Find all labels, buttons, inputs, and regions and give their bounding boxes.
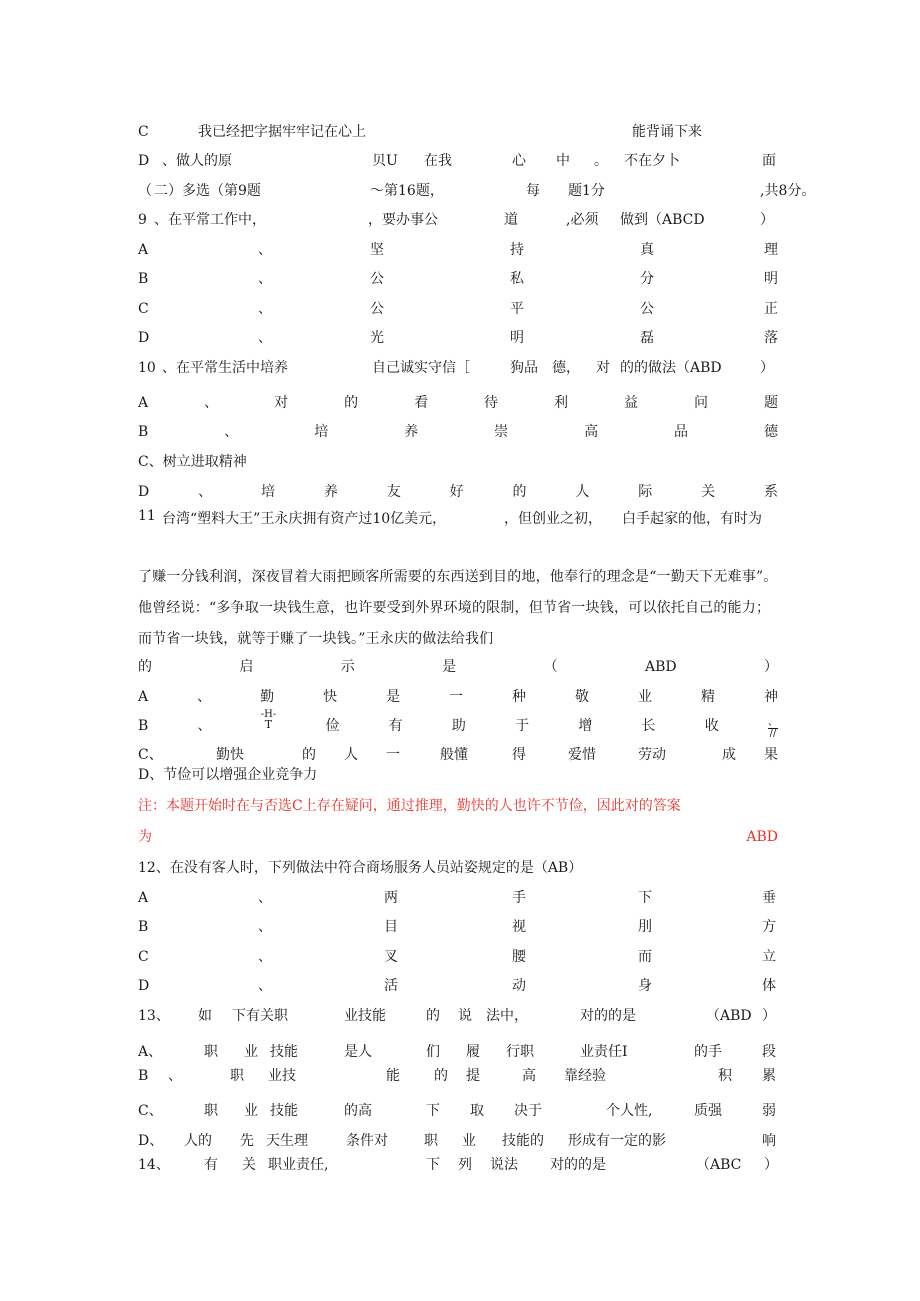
- text-segment: 面: [762, 153, 776, 169]
- text-segment: 垂: [762, 890, 776, 906]
- text-segment: 段: [762, 1044, 776, 1060]
- garbled-glyph-ru: [768, 718, 778, 739]
- text-segment: 对: [274, 395, 289, 411]
- question-11-paragraph: 了赚一分钱利润，深夜冒着大雨把顾客所需要的东西送到目的地，他奉行的理念是“一勤天下无难事”。他曾经说：“多争取一块钱生意，也许要受到外界环境的限制，但节省一块钱，可以依托自己的能力；而节省一块钱，就等于赚了一块钱。”王永庆的做法给我们: [138, 569, 778, 647]
- option-letter: B: [138, 718, 149, 734]
- text-segment: 题1分: [568, 183, 605, 199]
- text-segment: ，要办事公: [368, 212, 438, 228]
- text-segment: 积: [718, 1068, 732, 1084]
- text-segment: 职: [204, 1103, 218, 1119]
- text-segment: 精: [700, 689, 715, 705]
- text-segment: 心: [512, 153, 526, 169]
- text-segment: 人的: [184, 1133, 212, 1149]
- glyph-part: 、: [767, 717, 778, 728]
- text-segment: 、在平常生活中培养: [162, 360, 288, 376]
- text-segment: 的的做法（ABD: [620, 360, 722, 376]
- text-segment: 条件对: [346, 1133, 388, 1149]
- q10-option-b: [138, 422, 778, 442]
- text-segment: 光: [370, 330, 384, 346]
- text-segment: 技能: [270, 1103, 298, 1119]
- text-segment: 分: [640, 271, 654, 287]
- text-segment: 系: [763, 484, 778, 500]
- text-segment: 正: [764, 301, 778, 317]
- text-segment: ）: [763, 659, 778, 675]
- text-segment: 的: [344, 395, 359, 411]
- text-segment: （: [138, 183, 152, 199]
- text-segment: 在我: [424, 153, 452, 169]
- text-segment: 中: [556, 153, 570, 169]
- text-segment: 一: [449, 689, 464, 705]
- option-letter: A: [138, 890, 149, 906]
- text-segment: 、: [197, 718, 212, 734]
- text-segment: 勤快: [216, 747, 244, 763]
- text-segment: 行职: [506, 1044, 534, 1060]
- text-segment: 私: [510, 271, 524, 287]
- text-segment: 〜第16题，: [370, 183, 444, 199]
- text-segment: 增: [578, 718, 593, 734]
- text-segment: 养: [323, 484, 338, 500]
- text-segment: 的: [426, 1008, 440, 1024]
- q10-option-a: [138, 393, 778, 413]
- question-number: 13、: [138, 1008, 170, 1024]
- text-segment: 取: [470, 1103, 484, 1119]
- text-segment: 方: [762, 919, 776, 935]
- option-letter: A、: [138, 1044, 163, 1060]
- glyph-part: T: [264, 718, 273, 731]
- text-segment: 、做人的原: [162, 153, 232, 169]
- text-segment: 快: [323, 689, 338, 705]
- text-segment: ,共8分。: [760, 183, 816, 199]
- text-segment: 一: [386, 747, 400, 763]
- text-segment: 业技: [268, 1068, 296, 1084]
- text-segment: 先: [240, 1133, 254, 1149]
- glyph-part: //: [769, 728, 777, 739]
- text-segment: ）: [760, 212, 774, 228]
- text-segment: 的: [138, 659, 152, 675]
- text-segment: 职业责任,: [268, 1157, 329, 1173]
- text-segment: 、: [197, 689, 212, 705]
- text-segment: 有: [388, 718, 403, 734]
- text-segment: 收: [704, 718, 719, 734]
- text-segment: （ABD: [706, 1008, 752, 1024]
- text-segment: 台湾“塑料大王”王永庆拥有资产过10亿美元，: [162, 511, 447, 527]
- text-segment: 、: [258, 330, 272, 346]
- text-segment: 般懂: [440, 747, 468, 763]
- glyph-part: -H-: [260, 709, 277, 720]
- text-segment: 。: [594, 153, 608, 169]
- text-segment: 如: [198, 1008, 212, 1024]
- text-segment: 、: [258, 949, 272, 965]
- text-segment: 业: [462, 1133, 476, 1149]
- note-line-2: [138, 827, 778, 847]
- text-segment: D、节俭可以增强企业竞争力: [138, 767, 318, 783]
- text-segment: 培: [314, 424, 329, 440]
- option-letter: B: [138, 424, 149, 440]
- text-segment: 种: [512, 689, 527, 705]
- option-letter: D: [138, 330, 150, 346]
- option-letter: B: [138, 271, 149, 287]
- text-segment: 友: [386, 484, 401, 500]
- option-text-tail: 能背诵下来: [632, 124, 702, 140]
- text-segment: 明: [510, 330, 524, 346]
- text-segment: 、: [224, 424, 239, 440]
- text-segment: 业: [638, 689, 652, 705]
- text-segment: 高: [522, 1068, 536, 1084]
- text-segment: C、树立进取精神: [138, 454, 247, 470]
- text-segment: 人: [575, 484, 590, 500]
- option-letter: B: [138, 1068, 149, 1084]
- text-segment: 是人: [344, 1044, 372, 1060]
- text-segment: ，但创业之初，: [504, 511, 602, 527]
- option-text: 我已经把字据牢牢记在心上: [198, 124, 366, 140]
- text-segment: 白手起家的他，有时为: [622, 511, 762, 527]
- text-segment: 下: [426, 1103, 440, 1119]
- text-segment: 勤: [260, 689, 275, 705]
- text-segment: 职: [424, 1133, 438, 1149]
- text-segment: 、: [198, 484, 213, 500]
- text-segment: 公: [640, 301, 654, 317]
- option-letter: C、: [138, 1103, 163, 1119]
- text-segment: 体: [762, 978, 776, 994]
- text-segment: 的: [512, 484, 527, 500]
- text-segment: 于: [515, 718, 530, 734]
- option-letter: B: [138, 919, 149, 935]
- text-segment: 长: [641, 718, 656, 734]
- text-segment: 爱惜: [568, 747, 596, 763]
- text-segment: 提: [466, 1068, 480, 1084]
- text-segment: 做到（ABCD: [620, 212, 705, 228]
- question-number: 14、: [138, 1157, 170, 1173]
- text-segment: 天生理: [266, 1133, 308, 1149]
- text-segment: 手: [512, 890, 526, 906]
- text-segment: 的高: [344, 1103, 372, 1119]
- text-segment: 敬: [575, 689, 590, 705]
- text-segment: 每: [526, 183, 540, 199]
- text-segment: 、: [258, 978, 272, 994]
- text-segment: 题: [763, 395, 778, 411]
- q10-option-c: [138, 452, 778, 472]
- text-segment: 业: [244, 1044, 258, 1060]
- text-segment: 果: [764, 747, 778, 763]
- q11-option-d: [138, 765, 778, 785]
- text-segment: 待: [484, 395, 499, 411]
- text-segment: 看: [414, 395, 429, 411]
- text-segment: 示: [340, 659, 355, 675]
- option-letter: C、: [138, 747, 163, 763]
- text-segment: 业技能: [344, 1008, 386, 1024]
- question-number: 9: [138, 212, 147, 228]
- text-segment: 业: [244, 1103, 258, 1119]
- text-segment: 高: [584, 424, 599, 440]
- text-segment: 关: [242, 1157, 256, 1173]
- text-segment: 利: [554, 395, 569, 411]
- text-segment: 能: [386, 1068, 400, 1084]
- text-segment: 德，: [552, 360, 580, 376]
- text-segment: ABD: [746, 829, 778, 845]
- text-segment: 养: [404, 424, 419, 440]
- text-segment: 贝U: [372, 153, 398, 169]
- text-segment: 对的的是: [580, 1008, 636, 1024]
- text-segment: 质强: [694, 1103, 722, 1119]
- text-segment: 际: [638, 484, 653, 500]
- text-segment: 理: [764, 242, 778, 258]
- text-segment: 道: [504, 212, 518, 228]
- q11-prompt-end: [138, 657, 778, 677]
- text-segment: 持: [510, 242, 524, 258]
- text-segment: 、: [204, 395, 219, 411]
- text-segment: 磊: [640, 330, 654, 346]
- text-segment: 人: [344, 747, 358, 763]
- text-segment: 自己诚实守信［: [372, 360, 470, 376]
- text-segment: 列: [458, 1157, 472, 1173]
- text-segment: （ABC: [696, 1157, 742, 1173]
- text-segment: 弱: [762, 1103, 776, 1119]
- option-letter: D、: [138, 1133, 164, 1149]
- text-segment: ）: [762, 1008, 776, 1024]
- text-segment: ,必须: [566, 212, 599, 228]
- text-segment: 两: [384, 890, 398, 906]
- text-segment: 二）多选（第9题: [154, 183, 261, 199]
- option-letter: A: [138, 395, 149, 411]
- text-segment: 助: [451, 718, 466, 734]
- text-segment: 益: [624, 395, 639, 411]
- text-segment: 技能: [270, 1044, 298, 1060]
- text-segment: 职: [230, 1068, 244, 1084]
- text-segment: 是: [442, 659, 457, 675]
- text-segment: 、: [258, 301, 272, 317]
- text-segment: 落: [764, 330, 778, 346]
- question-number: 11: [138, 508, 156, 524]
- text-segment: 下: [638, 890, 652, 906]
- text-segment: 身: [638, 978, 652, 994]
- text-segment: 坚: [370, 242, 384, 258]
- text-segment: 狗品: [510, 360, 538, 376]
- text-segment: 动: [512, 978, 526, 994]
- text-segment: 累: [762, 1068, 776, 1084]
- q10-option-d: [138, 482, 778, 502]
- text-segment: 德: [763, 424, 778, 440]
- text-segment: 有: [204, 1157, 218, 1173]
- text-segment: 下有关职: [232, 1008, 288, 1024]
- text-segment: 、: [258, 919, 272, 935]
- text-segment: ）: [760, 360, 774, 376]
- text-segment: 品: [674, 424, 689, 440]
- text-segment: 说法: [490, 1157, 518, 1173]
- text-segment: 职: [204, 1044, 218, 1060]
- text-segment: 神: [763, 689, 778, 705]
- text-segment: 靠经验: [564, 1068, 606, 1084]
- text-segment: 的: [434, 1068, 448, 1084]
- text-segment: 培: [260, 484, 275, 500]
- option-letter: D: [138, 484, 150, 500]
- question-12: [138, 858, 778, 878]
- text-segment: 明: [764, 271, 778, 287]
- text-segment: 业责任I: [580, 1044, 628, 1060]
- text-segment: 们: [426, 1044, 440, 1060]
- q11-option-a: [138, 687, 778, 707]
- text-segment: ABD: [644, 659, 677, 675]
- text-segment: 真: [640, 242, 654, 258]
- text-segment: 、: [258, 890, 272, 906]
- text-segment: 崇: [494, 424, 509, 440]
- text-segment: 视: [512, 919, 526, 935]
- text-segment: 对: [596, 360, 610, 376]
- text-segment: 响: [762, 1133, 776, 1149]
- text-segment: 得: [512, 747, 526, 763]
- text-segment: 公: [370, 271, 384, 287]
- text-segment: 12、在没有客人时，下列做法中符合商场服务人员站姿规定的是（AB）: [138, 860, 583, 876]
- option-letter: C: [138, 301, 149, 317]
- text-segment: 形成有一定的影: [568, 1133, 666, 1149]
- text-segment: 决于: [514, 1103, 542, 1119]
- text-segment: ）: [764, 1157, 778, 1173]
- text-segment: 刖: [638, 919, 652, 935]
- text-segment: 的: [302, 747, 316, 763]
- option-letter: D: [138, 978, 150, 994]
- text-segment: 、: [258, 271, 272, 287]
- option-letter: A: [138, 242, 149, 258]
- text-segment: 是: [386, 689, 401, 705]
- note-line-1: 注：本题开始时在与否选C上存在疑问，通过推理，勤快的人也许不节俭，因此对的答案: [138, 798, 681, 814]
- text-segment: 的手: [694, 1044, 722, 1060]
- text-segment: 、: [168, 1068, 182, 1084]
- text-segment: 立: [762, 949, 776, 965]
- text-segment: 活: [384, 978, 398, 994]
- text-segment: 、在平常工作中，: [154, 212, 266, 228]
- text-segment: 成: [722, 747, 736, 763]
- text-segment: 说: [458, 1008, 472, 1024]
- question-number: 10: [138, 360, 156, 376]
- text-segment: 法中，: [486, 1008, 528, 1024]
- text-segment: 问: [694, 395, 708, 411]
- option-letter: C: [138, 949, 149, 965]
- garbled-glyph-jie: [261, 710, 276, 739]
- text-segment: 俭: [325, 718, 340, 734]
- option-letter: C: [138, 124, 149, 140]
- text-segment: 而: [638, 949, 652, 965]
- text-segment: 下: [426, 1157, 440, 1173]
- option-letter: D: [138, 153, 150, 169]
- text-segment: 为: [138, 829, 152, 845]
- text-segment: 关: [701, 484, 716, 500]
- text-segment: （: [543, 659, 558, 675]
- text-segment: 履: [466, 1044, 480, 1060]
- option-letter: A: [138, 689, 149, 705]
- text-segment: 对的的是: [550, 1157, 606, 1173]
- text-segment: 不在夕卜: [624, 153, 680, 169]
- text-segment: 劳动: [638, 747, 666, 763]
- text-segment: 平: [510, 301, 524, 317]
- text-segment: 公: [370, 301, 384, 317]
- text-segment: 好: [449, 484, 464, 500]
- text-segment: 腰: [512, 949, 526, 965]
- text-segment: 、: [258, 242, 272, 258]
- q11-option-b: [138, 709, 778, 739]
- text-segment: 技能的: [502, 1133, 544, 1149]
- text-segment: 叉: [384, 949, 398, 965]
- text-segment: 启: [239, 659, 254, 675]
- text-segment: 目: [384, 919, 398, 935]
- text-segment: 个人性,: [606, 1103, 653, 1119]
